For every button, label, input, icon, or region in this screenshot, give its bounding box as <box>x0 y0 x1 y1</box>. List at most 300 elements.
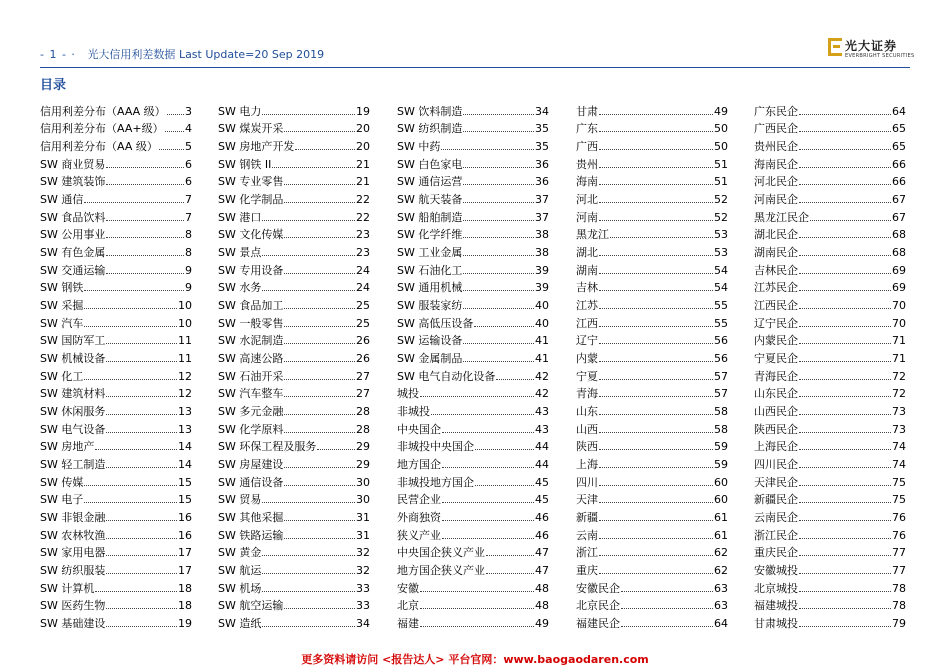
toc-entry-page: 11 <box>178 334 192 348</box>
toc-entry[interactable] <box>576 153 728 171</box>
toc-entry[interactable] <box>576 188 728 206</box>
toc-entry-page: 15 <box>178 475 192 489</box>
toc-entry-label: SW 纺织服装 <box>40 564 106 578</box>
toc-entry-page: 8 <box>185 246 192 260</box>
toc-entry[interactable] <box>397 506 549 524</box>
dot-leader <box>431 414 534 415</box>
toc-entry[interactable] <box>397 241 549 259</box>
toc-entry[interactable] <box>40 418 192 436</box>
toc-entry[interactable] <box>40 471 192 489</box>
toc-entry[interactable] <box>576 277 728 295</box>
dot-leader <box>810 220 891 221</box>
toc-entry-label: 吉林民企 <box>754 263 798 277</box>
toc-entry[interactable] <box>40 506 192 524</box>
toc-entry[interactable] <box>576 365 728 383</box>
toc-entry[interactable] <box>397 383 549 401</box>
toc-entry[interactable] <box>397 330 549 348</box>
toc-entry[interactable] <box>576 559 728 577</box>
toc-entry[interactable] <box>754 206 906 224</box>
dot-leader <box>262 255 355 256</box>
toc-entry-page: 39 <box>535 263 549 277</box>
toc-entry[interactable] <box>397 489 549 507</box>
toc-entry[interactable] <box>754 506 906 524</box>
toc-entry-label: 海南 <box>576 175 598 189</box>
toc-entry[interactable] <box>576 524 728 542</box>
toc-entry[interactable] <box>40 118 192 136</box>
toc-entry[interactable] <box>40 171 192 189</box>
toc-entry[interactable] <box>40 524 192 542</box>
toc-entry-page: 45 <box>535 475 549 489</box>
toc-entry[interactable] <box>40 100 192 118</box>
toc-entry-label: SW 房地产开发 <box>218 140 295 154</box>
toc-entry[interactable] <box>218 506 370 524</box>
toc-entry[interactable] <box>754 294 906 312</box>
toc-entry-label: 新疆民企 <box>754 493 798 507</box>
toc-entry-label: 非城投中央国企 <box>397 440 474 454</box>
toc-entry[interactable] <box>754 171 906 189</box>
toc-entry[interactable] <box>40 453 192 471</box>
toc-entry-page: 3 <box>185 104 192 118</box>
toc-entry[interactable] <box>40 595 192 613</box>
toc-entry-label: 非城投 <box>397 405 430 419</box>
toc-entry[interactable] <box>397 524 549 542</box>
toc-entry-page: 23 <box>356 228 370 242</box>
dot-leader <box>106 273 184 274</box>
toc-entry[interactable] <box>218 400 370 418</box>
toc-entry-page: 26 <box>356 352 370 366</box>
toc-entry[interactable] <box>754 400 906 418</box>
toc-entry[interactable] <box>754 153 906 171</box>
toc-entry[interactable] <box>754 259 906 277</box>
toc-entry[interactable] <box>397 453 549 471</box>
dot-leader <box>284 273 355 274</box>
toc-entry-label: SW 黄金 <box>218 546 262 560</box>
dot-leader <box>463 290 534 291</box>
toc-entry-label: 宁夏 <box>576 369 598 383</box>
toc-entry-label: 天津 <box>576 493 598 507</box>
toc-entry[interactable] <box>397 365 549 383</box>
toc-entry-page: 57 <box>714 387 728 401</box>
dot-leader <box>799 608 891 609</box>
toc-entry[interactable] <box>40 259 192 277</box>
toc-entry-label: 非城投地方国企 <box>397 475 474 489</box>
toc-entry[interactable] <box>218 277 370 295</box>
toc-entry-page: 19 <box>356 104 370 118</box>
toc-entry[interactable] <box>397 471 549 489</box>
toc-entry[interactable] <box>576 312 728 330</box>
toc-entry[interactable] <box>40 330 192 348</box>
toc-entry-page: 12 <box>178 369 192 383</box>
dot-leader <box>799 343 891 344</box>
toc-entry-label: SW 服装家纺 <box>397 299 463 313</box>
toc-entry[interactable] <box>218 153 370 171</box>
toc-entry-page: 30 <box>356 475 370 489</box>
toc-entry-page: 44 <box>535 440 549 454</box>
toc-entry-page: 73 <box>892 405 906 419</box>
toc-entry-page: 17 <box>178 564 192 578</box>
dot-leader <box>420 591 534 592</box>
toc-entry[interactable] <box>397 577 549 595</box>
toc-entry[interactable] <box>754 542 906 560</box>
toc-entry[interactable] <box>218 471 370 489</box>
toc-entry[interactable] <box>397 542 549 560</box>
toc-entry[interactable] <box>397 559 549 577</box>
toc-entry[interactable] <box>218 241 370 259</box>
toc-entry[interactable] <box>576 330 728 348</box>
toc-entry-label: 上海民企 <box>754 440 798 454</box>
toc-entry-page: 60 <box>714 475 728 489</box>
toc-entry-page: 18 <box>178 599 192 613</box>
toc-entry[interactable] <box>754 241 906 259</box>
toc-entry[interactable] <box>754 612 906 630</box>
dot-leader <box>106 538 177 539</box>
toc-entry[interactable] <box>397 277 549 295</box>
toc-entry-page: 78 <box>892 599 906 613</box>
toc-entry[interactable] <box>754 471 906 489</box>
toc-entry[interactable] <box>40 294 192 312</box>
dot-leader <box>441 149 534 150</box>
toc-entry[interactable] <box>397 612 549 630</box>
toc-entry[interactable] <box>576 418 728 436</box>
dot-leader <box>599 202 713 203</box>
toc-entry-page: 44 <box>535 458 549 472</box>
toc-entry[interactable] <box>754 559 906 577</box>
toc-entry[interactable] <box>40 277 192 295</box>
toc-entry[interactable] <box>754 436 906 454</box>
toc-entry[interactable] <box>218 542 370 560</box>
dot-leader <box>474 326 534 327</box>
toc-entry-page: 36 <box>535 175 549 189</box>
dot-leader <box>284 520 355 521</box>
toc-entry[interactable] <box>397 135 549 153</box>
toc-entry[interactable] <box>218 489 370 507</box>
toc-entry[interactable] <box>40 153 192 171</box>
dot-leader <box>799 308 891 309</box>
dot-leader <box>799 432 891 433</box>
toc-entry[interactable] <box>218 453 370 471</box>
toc-entry-page: 38 <box>535 228 549 242</box>
toc-entry-page: 18 <box>178 581 192 595</box>
dot-leader <box>799 361 891 362</box>
dot-leader <box>799 237 891 238</box>
toc-entry[interactable] <box>218 188 370 206</box>
toc-entry-label: SW 房地产 <box>40 440 95 454</box>
toc-entry[interactable] <box>397 259 549 277</box>
toc-entry-page: 49 <box>535 617 549 631</box>
toc-entry-page: 34 <box>356 617 370 631</box>
toc-entry[interactable] <box>218 100 370 118</box>
toc-entry[interactable] <box>218 524 370 542</box>
dot-leader <box>463 114 534 115</box>
toc-entry[interactable] <box>40 612 192 630</box>
dot-leader <box>475 485 534 486</box>
toc-entry-label: 宁夏民企 <box>754 352 798 366</box>
toc-entry[interactable] <box>397 188 549 206</box>
toc-entry-page: 63 <box>714 581 728 595</box>
toc-entry-page: 64 <box>892 104 906 118</box>
toc-entry-label: SW 钢铁 II <box>218 157 272 171</box>
toc-entry[interactable] <box>397 595 549 613</box>
dot-leader <box>486 555 534 556</box>
toc-entry[interactable] <box>218 294 370 312</box>
toc-entry[interactable] <box>218 577 370 595</box>
toc-entry-page: 16 <box>178 511 192 525</box>
toc-entry-label: 内蒙 <box>576 352 598 366</box>
toc-entry-label: SW 采掘 <box>40 299 84 313</box>
dot-leader <box>799 202 891 203</box>
toc-title: 目录 <box>40 78 67 93</box>
toc-entry[interactable] <box>754 595 906 613</box>
dot-leader <box>106 184 184 185</box>
toc-entry-label: SW 航空运输 <box>218 599 284 613</box>
toc-entry-page: 70 <box>892 316 906 330</box>
dot-leader <box>167 114 184 115</box>
dot-leader <box>599 538 713 539</box>
toc-entry-page: 79 <box>892 617 906 631</box>
toc-entry-label: 甘肃 <box>576 104 598 118</box>
toc-entry-label: SW 纺织制造 <box>397 122 463 136</box>
toc-entry[interactable] <box>754 347 906 365</box>
dot-leader <box>463 343 534 344</box>
toc-entry[interactable] <box>576 453 728 471</box>
toc-entry-label: 辽宁 <box>576 334 598 348</box>
toc-entry[interactable] <box>576 436 728 454</box>
dot-leader <box>284 131 355 132</box>
toc-entry[interactable] <box>40 188 192 206</box>
toc-entry[interactable] <box>40 400 192 418</box>
toc-entry[interactable] <box>218 259 370 277</box>
toc-entry-label: 中央国企 <box>397 422 441 436</box>
toc-entry-page: 66 <box>892 157 906 171</box>
toc-entry[interactable] <box>754 100 906 118</box>
toc-entry[interactable] <box>576 259 728 277</box>
dot-leader <box>599 220 713 221</box>
dot-leader <box>262 626 355 627</box>
dot-leader <box>599 290 713 291</box>
toc-entry-page: 37 <box>535 193 549 207</box>
toc-entry[interactable] <box>397 153 549 171</box>
toc-entry[interactable] <box>754 489 906 507</box>
toc-entry[interactable] <box>218 383 370 401</box>
toc-entry[interactable] <box>218 330 370 348</box>
toc-entry[interactable] <box>754 312 906 330</box>
toc-entry[interactable] <box>397 347 549 365</box>
toc-entry[interactable] <box>576 542 728 560</box>
toc-entry-label: 甘肃城投 <box>754 617 798 631</box>
toc-entry[interactable] <box>218 224 370 242</box>
dot-leader <box>799 626 891 627</box>
toc-entry-label: SW 水泥制造 <box>218 334 284 348</box>
toc-entry[interactable] <box>754 224 906 242</box>
toc-entry[interactable] <box>397 294 549 312</box>
toc-entry[interactable] <box>576 471 728 489</box>
toc-entry-page: 75 <box>892 493 906 507</box>
toc-entry[interactable] <box>754 330 906 348</box>
toc-entry-label: 湖南 <box>576 263 598 277</box>
toc-entry[interactable] <box>754 453 906 471</box>
toc-entry[interactable] <box>754 277 906 295</box>
dot-leader <box>621 626 713 627</box>
toc-entry[interactable] <box>218 135 370 153</box>
toc-entry[interactable] <box>397 118 549 136</box>
toc-entry-label: SW 饮料制造 <box>397 104 463 118</box>
toc-entry-page: 11 <box>178 352 192 366</box>
toc-entry[interactable] <box>397 312 549 330</box>
dot-leader <box>165 131 184 132</box>
toc-entry[interactable] <box>40 206 192 224</box>
toc-entry-page: 48 <box>535 599 549 613</box>
toc-entry-page: 56 <box>714 334 728 348</box>
toc-entry[interactable] <box>40 241 192 259</box>
toc-entry-page: 16 <box>178 528 192 542</box>
toc-column-1 <box>40 100 192 630</box>
dot-leader <box>284 414 355 415</box>
toc-column-3 <box>397 100 549 630</box>
dot-leader <box>599 520 713 521</box>
toc-entry[interactable] <box>218 436 370 454</box>
toc-entry[interactable] <box>754 135 906 153</box>
toc-entry[interactable] <box>397 206 549 224</box>
toc-entry-page: 72 <box>892 369 906 383</box>
dot-leader <box>284 538 355 539</box>
dot-leader <box>463 237 534 238</box>
toc-entry-label: 外商独资 <box>397 511 441 525</box>
toc-entry[interactable] <box>754 188 906 206</box>
toc-entry[interactable] <box>576 294 728 312</box>
toc-entry-label: 福建民企 <box>576 617 620 631</box>
toc-entry[interactable] <box>754 418 906 436</box>
toc-entry[interactable] <box>40 347 192 365</box>
toc-entry-label: 狭义产业 <box>397 528 441 542</box>
toc-entry-page: 46 <box>535 511 549 525</box>
toc-entry[interactable] <box>576 224 728 242</box>
toc-entry[interactable] <box>218 118 370 136</box>
dot-leader <box>284 184 355 185</box>
toc-entry-label: 城投 <box>397 387 419 401</box>
toc-entry[interactable] <box>397 436 549 454</box>
toc-entry[interactable] <box>754 118 906 136</box>
toc-column-5 <box>754 100 906 630</box>
toc-entry[interactable] <box>576 612 728 630</box>
dot-leader <box>106 396 177 397</box>
toc-entry[interactable] <box>576 241 728 259</box>
toc-entry-label: SW 一般零售 <box>218 316 284 330</box>
toc-entry-page: 49 <box>714 104 728 118</box>
toc-entry-label: SW 电气自动化设备 <box>397 369 496 383</box>
toc-entry[interactable] <box>397 418 549 436</box>
dot-leader <box>799 131 891 132</box>
toc-entry-page: 45 <box>535 493 549 507</box>
dot-leader <box>420 626 534 627</box>
toc-entry[interactable] <box>40 436 192 454</box>
toc-entry[interactable] <box>576 383 728 401</box>
toc-entry[interactable] <box>218 365 370 383</box>
toc-entry[interactable] <box>576 577 728 595</box>
toc-entry[interactable] <box>218 206 370 224</box>
toc-entry[interactable] <box>576 100 728 118</box>
toc-entry-label: SW 建筑装饰 <box>40 175 106 189</box>
toc-entry[interactable] <box>576 206 728 224</box>
toc-entry-label: 浙江民企 <box>754 528 798 542</box>
toc-entry-label: SW 煤炭开采 <box>218 122 284 136</box>
toc-entry-label: 信用利差分布（AA 级） <box>40 140 158 154</box>
toc-entry[interactable] <box>218 171 370 189</box>
toc-entry[interactable] <box>40 383 192 401</box>
dot-leader <box>159 149 184 150</box>
toc-entry[interactable] <box>40 135 192 153</box>
dot-leader <box>262 290 355 291</box>
toc-entry[interactable] <box>218 347 370 365</box>
toc-entry[interactable] <box>40 224 192 242</box>
toc-entry-label: SW 高速公路 <box>218 352 284 366</box>
toc-entry[interactable] <box>397 171 549 189</box>
toc-entry[interactable] <box>754 524 906 542</box>
toc-entry[interactable] <box>218 559 370 577</box>
toc-entry[interactable] <box>576 489 728 507</box>
dot-leader <box>799 591 891 592</box>
toc-entry-label: SW 电子 <box>40 493 84 507</box>
toc-entry[interactable] <box>40 312 192 330</box>
toc-entry[interactable] <box>40 365 192 383</box>
toc-entry-page: 5 <box>185 140 192 154</box>
toc-entry[interactable] <box>576 400 728 418</box>
toc-entry[interactable] <box>40 542 192 560</box>
toc-entry[interactable] <box>576 171 728 189</box>
toc-entry[interactable] <box>576 347 728 365</box>
toc-entry[interactable] <box>754 365 906 383</box>
toc-entry-page: 32 <box>356 546 370 560</box>
toc-entry[interactable] <box>218 418 370 436</box>
toc-entry-page: 63 <box>714 599 728 613</box>
toc-entry-page: 66 <box>892 175 906 189</box>
dot-leader <box>284 608 355 609</box>
dot-leader <box>284 308 355 309</box>
toc-column-2 <box>218 100 370 630</box>
toc-entry-label: SW 休闲服务 <box>40 405 106 419</box>
footer-promo[interactable]: 更多资料请访问 <报告达人> 平台官网：www.baogaodaren.com <box>301 653 649 666</box>
toc-entry-label: 河北民企 <box>754 175 798 189</box>
toc-entry[interactable] <box>40 559 192 577</box>
toc-entry[interactable] <box>576 135 728 153</box>
toc-entry[interactable] <box>576 118 728 136</box>
toc-entry[interactable] <box>576 506 728 524</box>
toc-entry-page: 29 <box>356 458 370 472</box>
toc-entry[interactable] <box>754 383 906 401</box>
toc-entry-page: 21 <box>356 175 370 189</box>
toc-entry[interactable] <box>218 612 370 630</box>
toc-entry-label: SW 通信运营 <box>397 175 463 189</box>
toc-entry[interactable] <box>40 489 192 507</box>
toc-entry-label: SW 国防军工 <box>40 334 106 348</box>
toc-entry-label: SW 家用电器 <box>40 546 106 560</box>
toc-entry-page: 33 <box>356 599 370 613</box>
toc-entry-page: 55 <box>714 299 728 313</box>
page-number: - 1 - · <box>40 48 76 61</box>
toc-entry-label: 天津民企 <box>754 475 798 489</box>
toc-entry-label: 重庆民企 <box>754 546 798 560</box>
toc-entry[interactable] <box>576 595 728 613</box>
toc-entry[interactable] <box>218 595 370 613</box>
toc-entry[interactable] <box>754 577 906 595</box>
toc-entry[interactable] <box>40 577 192 595</box>
toc-entry[interactable] <box>397 100 549 118</box>
toc-entry[interactable] <box>397 400 549 418</box>
toc-entry-label: SW 传媒 <box>40 475 84 489</box>
toc-entry[interactable] <box>218 312 370 330</box>
toc-entry-label: 湖北 <box>576 246 598 260</box>
toc-entry-label: SW 石油开采 <box>218 369 284 383</box>
toc-entry[interactable] <box>397 224 549 242</box>
